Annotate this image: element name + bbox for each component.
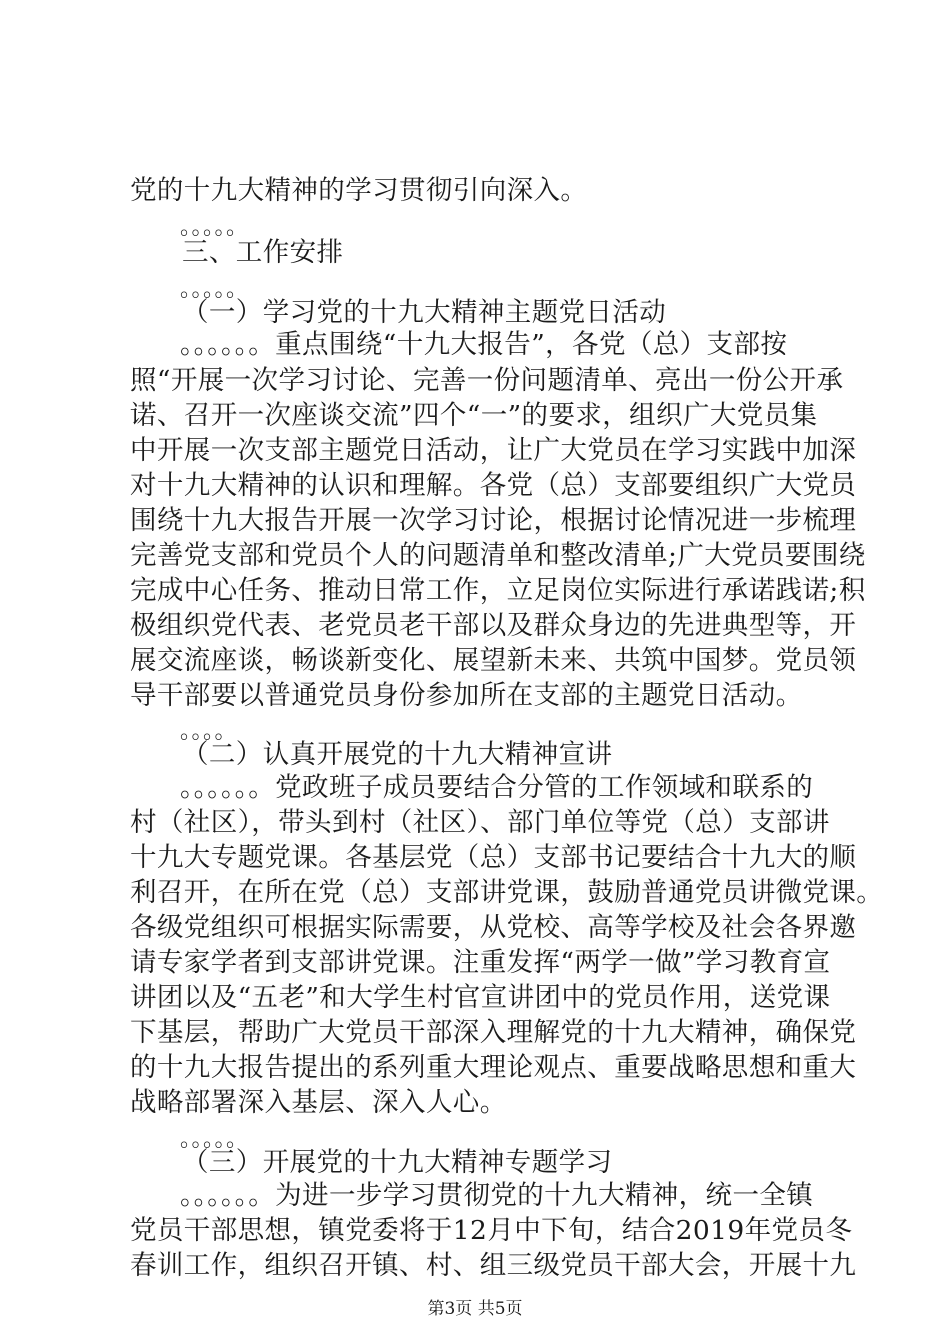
paragraph-line: 村（社区），带头到村（社区）、部门单位等党（总）支部讲 bbox=[130, 807, 830, 838]
paragraph-line: 请专家学者到支部讲党课。注重发挥“两学一做”学习教育宣 bbox=[130, 947, 831, 978]
paragraph-line: 党员干部思想，镇党委将于12月中下旬，结合2019年党员冬 bbox=[130, 1215, 853, 1246]
paragraph-line: 。。。。。。党政班子成员要结合分管的工作领域和联系的 bbox=[180, 772, 814, 803]
page-number-footer: 第3页 共5页 bbox=[427, 1299, 523, 1319]
subsection-heading: （一）学习党的十九大精神主题党日活动 bbox=[182, 297, 667, 328]
dot-separator: 。。。。。 bbox=[180, 277, 249, 302]
paragraph-line: 极组织党代表、老党员老干部以及群众身边的先进典型等，开 bbox=[130, 610, 857, 641]
paragraph-line: 导干部要以普通党员身份参加所在支部的主题党日活动。 bbox=[130, 680, 803, 711]
paragraph-line: 各级党组织可根据实际需要，从党校、高等学校及社会各界邀 bbox=[130, 912, 857, 943]
paragraph-line: 中开展一次支部主题党日活动，让广大党员在学习实践中加深 bbox=[130, 435, 857, 466]
dot-separator: 。。。。 bbox=[180, 719, 238, 744]
paragraph-line: 。。。。。。重点围绕“十九大报告”，各党（总）支部按 bbox=[180, 329, 788, 360]
paragraph-line: 完成中心任务、推动日常工作，立足岗位实际进行承诺践诺;积 bbox=[130, 575, 866, 606]
paragraph-line: 照“开展一次学习讨论、完善一份问题清单、亮出一份公开承 bbox=[130, 365, 844, 396]
dot-separator: 。。。。。 bbox=[180, 1127, 249, 1152]
paragraph-line: 展交流座谈，畅谈新变化、展望新未来、共筑中国梦。党员领 bbox=[130, 645, 857, 676]
subsection-heading: （二）认真开展党的十九大精神宣讲 bbox=[182, 739, 613, 770]
paragraph-line: 诺、召开一次座谈交流”四个“一”的要求，组织广大党员集 bbox=[130, 400, 818, 431]
paragraph-line: 围绕十九大报告开展一次学习讨论，根据讨论情况进一步梳理 bbox=[130, 505, 857, 536]
paragraph-line: 下基层，帮助广大党员干部深入理解党的十九大精神，确保党 bbox=[130, 1017, 857, 1048]
paragraph-line: 。。。。。。为进一步学习贯彻党的十九大精神，统一全镇 bbox=[180, 1180, 814, 1211]
paragraph-line: 十九大专题党课。各基层党（总）支部书记要结合十九大的顺 bbox=[130, 842, 857, 873]
paragraph-line: 的十九大报告提出的系列重大理论观点、重要战略思想和重大 bbox=[130, 1052, 857, 1083]
paragraph-line: 战略部署深入基层、深入人心。 bbox=[130, 1087, 507, 1118]
dot-separator: 。。。。。 bbox=[180, 215, 249, 240]
paragraph-line: 利召开，在所在党（总）支部讲党课，鼓励普通党员讲微党课。 bbox=[130, 877, 884, 908]
text-line: 党的十九大精神的学习贯彻引向深入。 bbox=[130, 175, 588, 206]
paragraph-line: 春训工作，组织召开镇、村、组三级党员干部大会，开展十九 bbox=[130, 1250, 857, 1281]
subsection-heading: （三）开展党的十九大精神专题学习 bbox=[182, 1147, 613, 1178]
section-heading: 三、工作安排 bbox=[182, 237, 344, 268]
paragraph-line: 完善党支部和党员个人的问题清单和整改清单;广大党员要围绕 bbox=[130, 540, 866, 571]
paragraph-line: 对十九大精神的认识和理解。各党（总）支部要组织广大党员 bbox=[130, 470, 857, 501]
paragraph-line: 讲团以及“五老”和大学生村官宣讲团中的党员作用，送党课 bbox=[130, 982, 831, 1013]
